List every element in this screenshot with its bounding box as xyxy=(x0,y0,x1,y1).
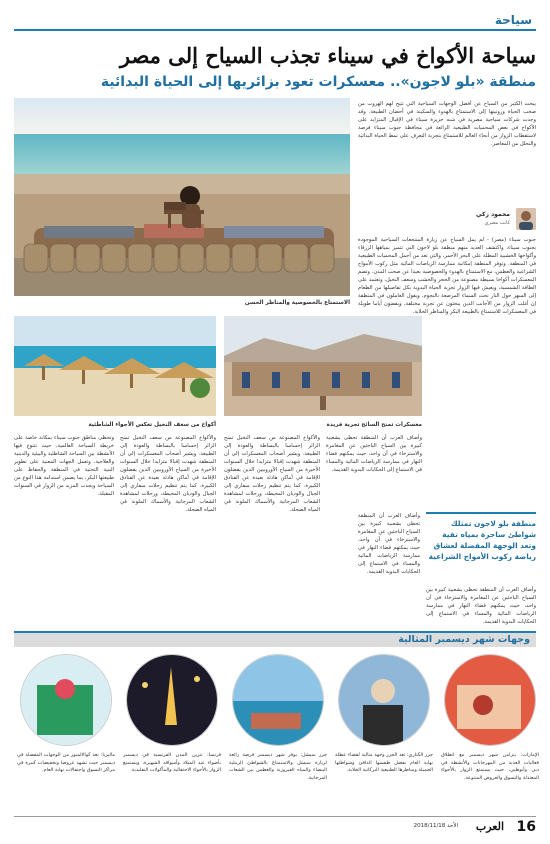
destination-photo-uae xyxy=(444,654,536,746)
photo-palm-huts xyxy=(14,316,216,416)
destination-photo-malaysia xyxy=(20,654,112,746)
photo-stone-huts xyxy=(224,316,422,416)
article-body-mid-right-b: وأضاف العرب أن المنطقة تحظى بشعبية كبيرة بين السياح الباحثين عن المغامرة والاسترخاء في آن واحد، حيث يمكنهم قضاء النهار في ممارسة الرياضات المائية والمساء في الاستماع إلى الحكايات البدوية القديمة. xyxy=(326,435,422,473)
destination-photo-seychelles xyxy=(232,654,324,746)
author-name: محمود زكي xyxy=(475,211,510,218)
palm-huts-illustration xyxy=(14,316,216,416)
issue-date: الأحد 2018/11/18 xyxy=(413,823,458,829)
destinations-title: وجهات شهر ديسمبر المثالية xyxy=(398,634,530,645)
section-label: سياحة xyxy=(494,13,532,27)
article-body-mid-right: والأكواخ المصنوعة من سعف النخيل تمنح الزائر إحساسا بالبساطة والعودة إلى الطبيعة. ويشير أصحاب المعسكرات إلى أن المنطقة شهدت إقبالا متزايدا خلال السنوات الأخيرة من السياح الأوروبيين الذين يفضلون الإقامة في أماكن هادئة بعيدة عن الفنادق الكبيرة. كما يتم تنظيم رحلات سفاري إلى الجبال والوديان المحيطة، ورحلات لمشاهدة الشعاب المرجانية والأسماك الملونة في المياه الضحلة. xyxy=(224,435,320,513)
article-body-left: وتحظى مناطق جنوب سيناء بمكانة خاصة على خريطة السياحة العالمية، حيث تتنوع فيها الأنشطة بين السياحة الشاطئية والبيئية والدينية والعلاجية. وتعمل الجهات المعنية على تطوير البنية التحتية في المنطقة والحفاظ على طبيعتها البكر، بما يضمن استدامة هذا النوع من السياحة ويجذب المزيد من الزوار في السنوات المقبلة. xyxy=(14,435,114,497)
seychelles-illustration xyxy=(232,655,323,746)
destination-photo-france xyxy=(126,654,218,746)
article-subheadline: منطقة «بلو لاجون».. معسكرات تعود بزائريها إلى الحياة البدائية xyxy=(100,74,536,90)
section-header xyxy=(14,9,536,31)
destination-photo-canary xyxy=(338,654,430,746)
huts-photo-caption: معسكرات تمنح السائح تجربة فريدة xyxy=(326,422,422,428)
main-photo-illustration xyxy=(14,98,350,296)
canary-illustration xyxy=(338,655,429,746)
pull-quote: منطقة بلو لاجون تمتلك شواطئ ساحرة بمياه نقية وتعد الوجهة المفضلة لعشاق رياضة ركوب الأمواج الشراعية xyxy=(426,512,536,582)
destinations-band xyxy=(14,631,536,647)
destination-text-malaysia: ماليزيا: تعد كوالالمبور من الوجهات المفضلة في ديسمبر حيث تشهد عروضا وتخفيضات كبيرة في مراكز التسوق واحتفالات نهاية العام. xyxy=(17,752,115,773)
newspaper-logo: العرب xyxy=(475,820,504,833)
author-role: كاتب مصري xyxy=(484,220,510,226)
article-body-mid-left: والأكواخ المصنوعة من سعف النخيل تمنح الزائر إحساسا بالبساطة والعودة إلى الطبيعة. ويشير أصحاب المعسكرات إلى أن المنطقة شهدت إقبالا متزايدا خلال السنوات الأخيرة من السياح الأوروبيين الذين يفضلون الإقامة في أماكن هادئة بعيدة عن الفنادق الكبيرة. كما يتم تنظيم رحلات سفاري إلى الجبال والوديان المحيطة، ورحلات لمشاهدة الشعاب المرجانية والأسماك الملونة في المياه الضحلة. xyxy=(120,435,216,513)
article-body-right-lower: وأضاف العرب أن المنطقة تحظى بشعبية كبيرة بين السياح الباحثين عن المغامرة والاسترخاء في آن واحد، حيث يمكنهم قضاء النهار في ممارسة الرياضات المائية والمساء في الاستماع إلى الحكايات البدوية القديمة. xyxy=(358,513,420,575)
destination-text-seychelles: جزر سيشل: يوفر شهر ديسمبر فرصة رائعة لزيارة سيشل والاستمتاع بالشواطئ الرملية البيضاء والمياه الفيروزية والغطس بين الشعاب المرجانية. xyxy=(229,752,327,781)
article-headline: سياحة الأكواخ في سيناء تجذب السياح إلى مصر xyxy=(119,43,536,68)
author-byline xyxy=(446,208,536,230)
main-photo-caption: الاستمتاع بالخصوصية والمناظر الحسن xyxy=(244,300,350,306)
author-avatar xyxy=(516,208,536,230)
malaysia-illustration xyxy=(20,655,111,746)
page-footer xyxy=(14,816,536,834)
page-number: 16 xyxy=(516,819,536,835)
article-intro: يبحث الكثير من السياح عن أفضل الوجهات السياحية التي تتيح لهم الهروب من صخب الحياة وروتينها إلى الاستمتاع بالهدوء والسكينة في أحضان الطبيعة. وقد وجدت شركات سياحية مصرية في شبه جزيرة سيناء في الإقبال المتزايد على الأكواخ في بعض المحميات الطبيعية الرائعة في محافظة جنوب سيناء فرصة لاستقطاب الزوار من أنحاء العالم للاستمتاع بتجربة التعرف على نمط الحياة البدائية والتحلل من المعاصر. xyxy=(358,101,536,147)
main-photo-beach-camp xyxy=(14,98,350,296)
article-body-right-bottom: وأضاف العرب أن المنطقة تحظى بشعبية كبيرة بين السياح الباحثين عن المغامرة والاسترخاء في آن واحد، حيث يمكنهم قضاء النهار في ممارسة الرياضات المائية والمساء في الاستماع إلى الحكايات البدوية القديمة. xyxy=(426,587,536,625)
destination-text-france: فرنسا: تتزين المدن الفرنسية في ديسمبر بأضواء عيد الميلاد وأسواقه الشهيرة، ويستمتع الزوار بالأجواء الاحتفالية والمأكولات التقليدية. xyxy=(123,752,221,773)
huts-illustration xyxy=(224,316,422,416)
article-body-right: جنوب سيناء (مصر) - لم يمل السياح عن زيارة المنتجعات السياحية الموجودة بجنوب سيناء، واكتشف العديد منهم منطقة بلو لاجون التي تتميز بمياهها الزرقاء وأكواخها الخشبية المطلة على البحر الأحمر، والتي تعد من أجمل المحميات الطبيعية في المنطقة. وتوفر المنطقة إمكانية ممارسة الرياضات المائية مثل ركوب الأمواج الشراعية والغطس، مع الاستمتاع بالهدوء والخصوصية بعيدا عن صخب المدن. وتضم المعسكرات أكواخا بسيطة مصنوعة من الحجر والخشب وسعف النخيل، وتعتمد على الطاقة الشمسية، ويعيش فيها الزوار تجربة الحياة البدوية بكل تفاصيلها من الطعام إلى السهر حول النار تحت السماء المرصعة بالنجوم. ويقول العاملون في المنطقة إن أغلب الزوار من الأجانب الذين يبحثون عن تجربة مختلفة، ويقضون أياما طويلة في المعسكرات للاستمتاع بالطبيعة البكر والمناظر الخلابة. xyxy=(358,237,536,315)
destination-text-canary: جزر الكناري: تعد الجزر وجهة مثالية لقضاء عطلة نهاية العام بفضل طقسها الدافئ وشواطئها الجميلة ومناظرها الطبيعية البركانية الخلابة. xyxy=(335,752,433,773)
uae-illustration xyxy=(444,655,535,746)
destination-text-uae: الإمارات: يتزامن شهر ديسمبر مع انطلاق فعاليات العديد من المهرجانات والأنشطة في دبي وأبوظبي، حيث يستمتع الزوار بالأجواء المعتدلة والتسوق والعروض المتنوعة. xyxy=(441,752,539,781)
france-illustration xyxy=(126,655,217,746)
author-avatar-icon xyxy=(516,208,536,230)
palm-huts-caption: أكواخ من سعف النخيل تعكس الأجواء الشاطئية xyxy=(88,422,216,428)
